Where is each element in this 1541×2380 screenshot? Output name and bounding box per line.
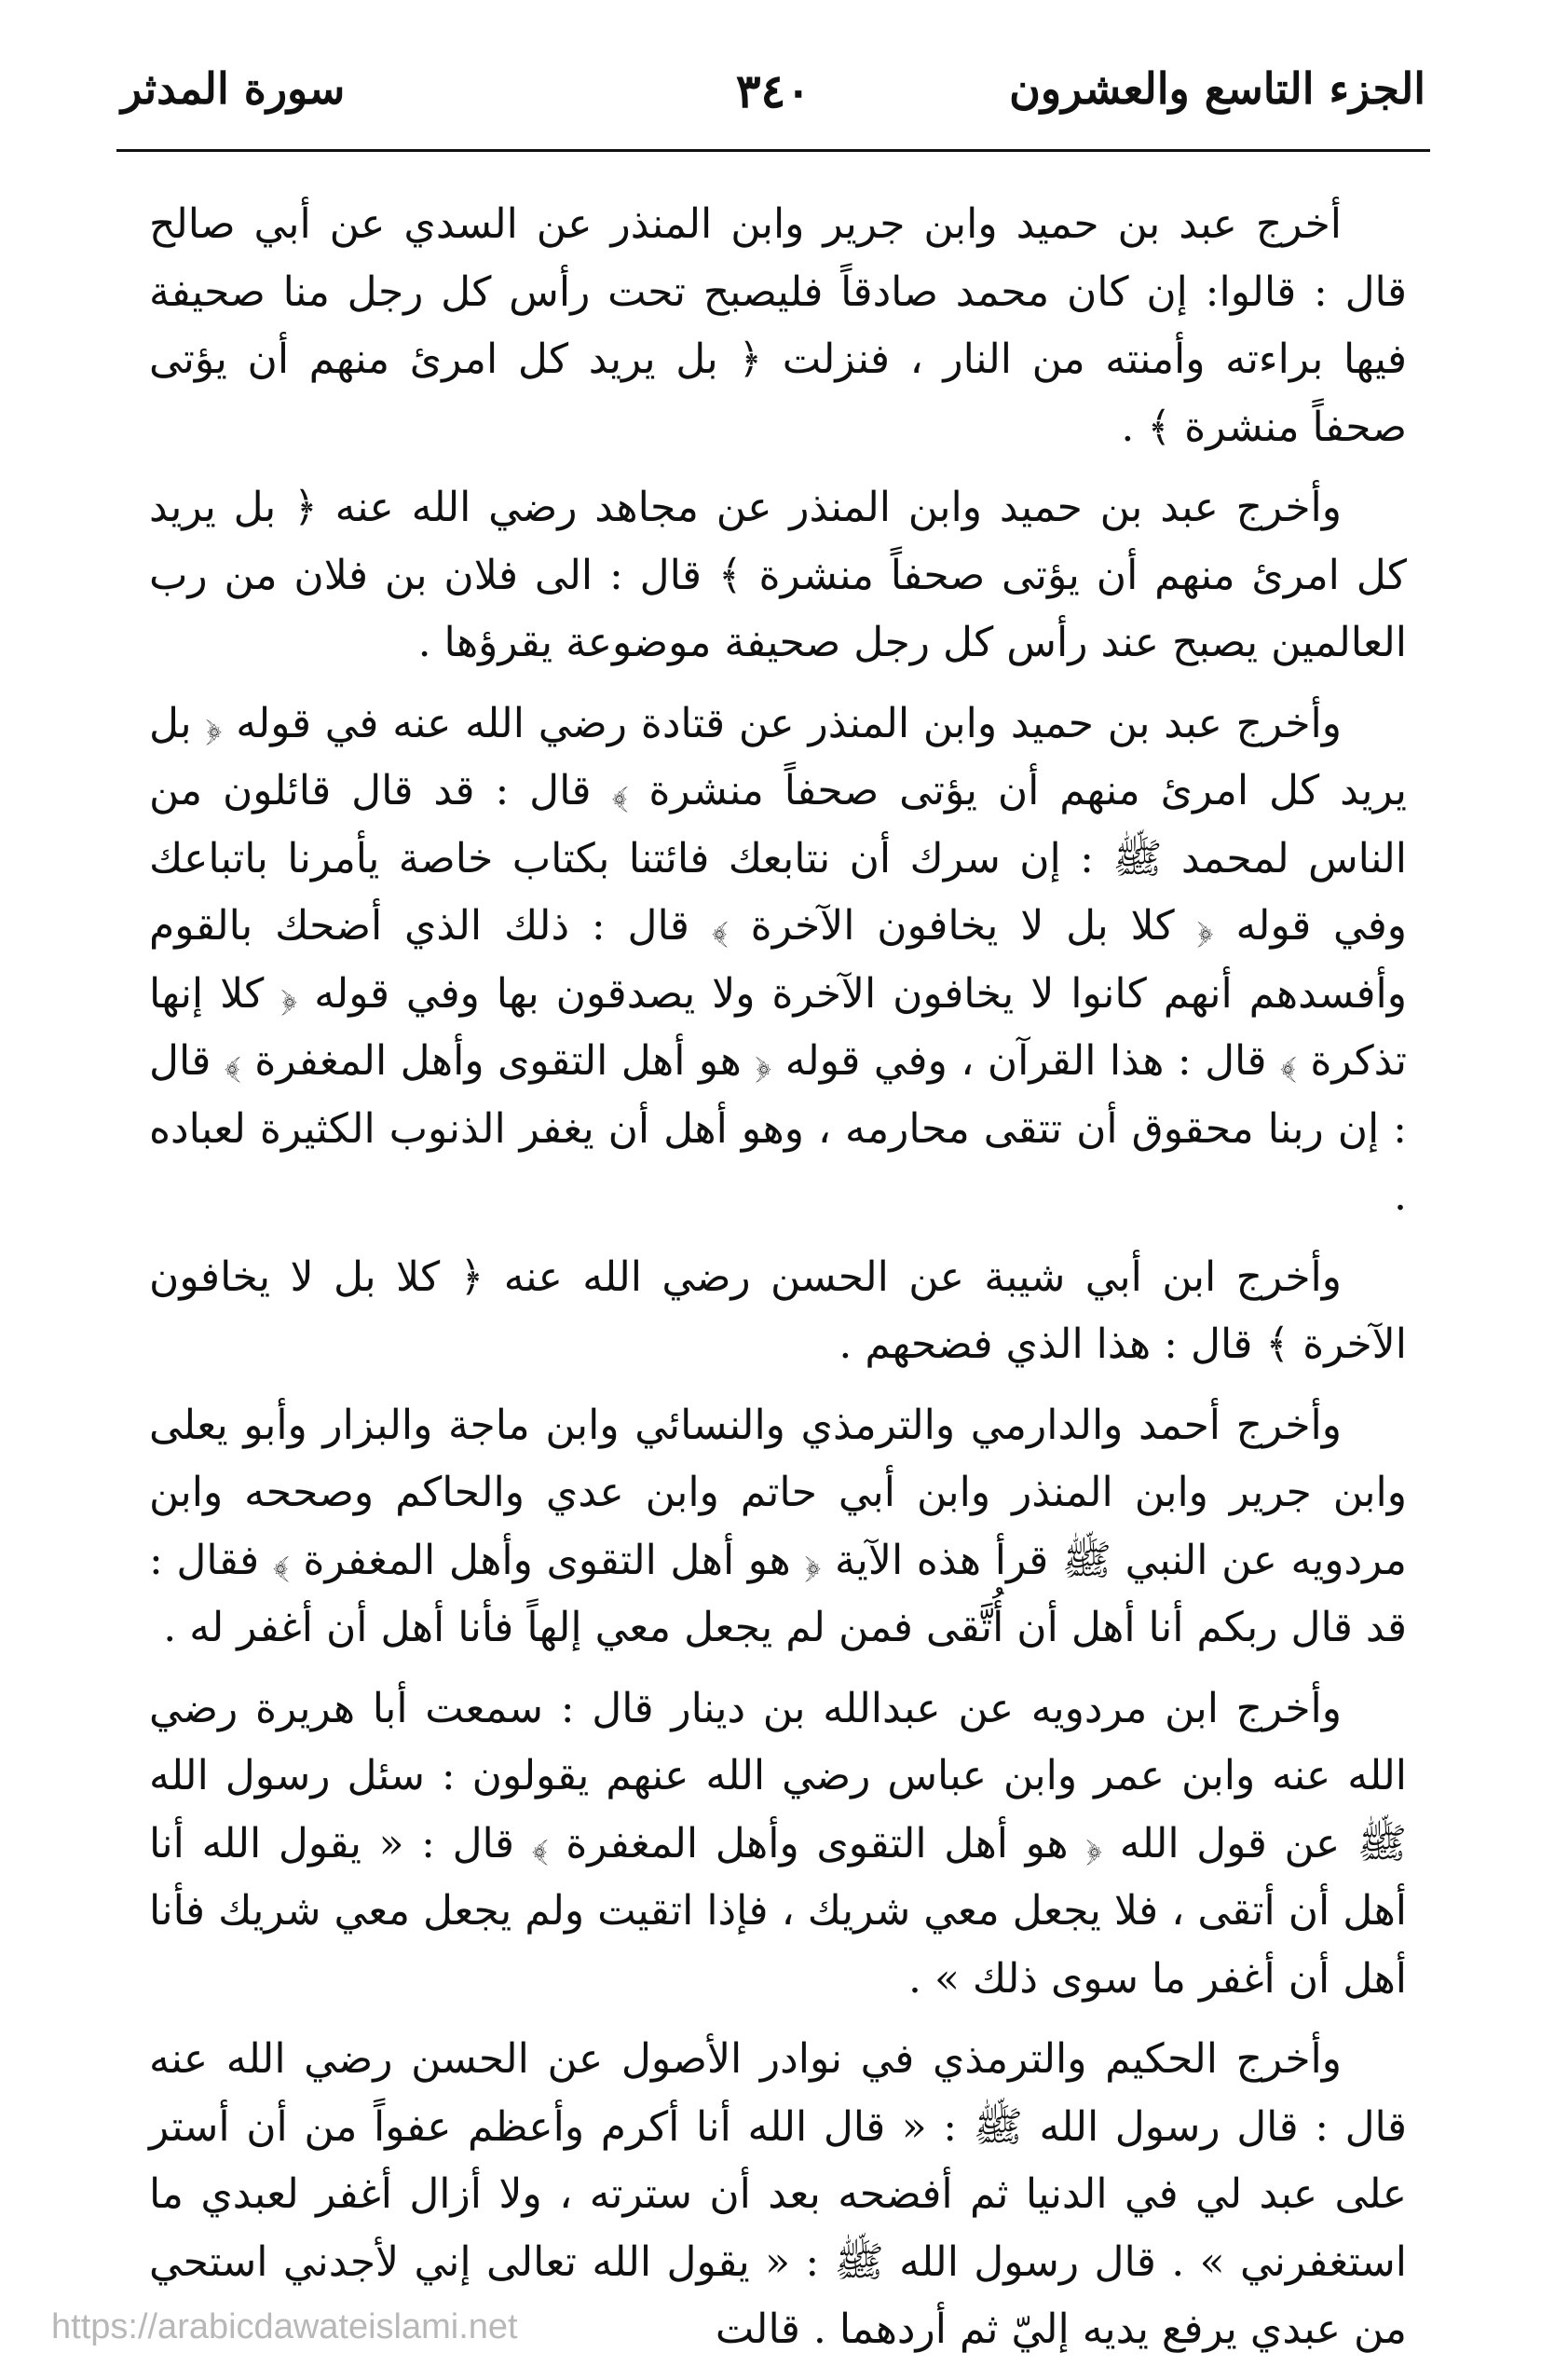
running-header xyxy=(121,63,1425,138)
header-rule xyxy=(116,149,1430,152)
page-number: ٣٤٠ xyxy=(735,63,811,118)
surah-title: سورة المدثر xyxy=(121,63,346,114)
paragraph-6: وأخرج ابن مردويه عن عبدالله بن دينار قال : سمعت أبا هريرة رضي الله عنه وابن عمر وابن عباس رضي الله عنهم يقولون : سئل رسول الله ﷺ عن قول الله ﴿ هو أهل التقوى وأهل المغفرة ﴾ قال : « يقول الله أنا أهل أن أتقى ، فلا يجعل معي شريك ، فإذا اتقيت ولم يجعل معي شريك فأنا أهل أن أغفر ما سوى ذلك » . xyxy=(149,1684,1407,2003)
paragraph-7: وأخرج الحكيم والترمذي في نوادر الأصول عن الحسن رضي الله عنه قال : قال رسول الله ﷺ : « قال الله أنا أكرم وأعظم عفواً من أن أستر على عبد لي في الدنيا ثم أفضحه بعد أن سترته ، ولا أزال أغفر لعبدي ما استغفرني » . قال رسول الله ﷺ : « يقول الله تعالى إني لأجدني استحي من عبدي يرفع يديه إليّ ثم أردهما . قالت xyxy=(149,2035,1407,2353)
paragraph-3: وأخرج عبد بن حميد وابن المنذر عن قتادة رضي الله عنه في قوله ﴿ بل يريد كل امرئ منهم أن يؤتى صحفاً منشرة ﴾ قال : قد قال قائلون من الناس لمحمد ﷺ : إن سرك أن نتابعك فائتنا بكتاب خاصة يأمرنا باتباعك وفي قوله ﴿ كلا بل لا يخافون الآخرة ﴾ قال : ذلك الذي أضحك بالقوم وأفسدهم أنهم كانوا لا يخافون الآخرة ولا يصدقون بها وفي قوله ﴿ كلا إنها تذكرة ﴾ قال : هذا القرآن ، وفي قوله ﴿ هو أهل التقوى وأهل المغفرة ﴾ قال : إن ربنا محقوق أن تتقى محارمه ، وهو أهل أن يغفر الذنوب الكثيرة لعباده . xyxy=(149,699,1407,1220)
paragraph-2: وأخرج عبد بن حميد وابن المنذر عن مجاهد رضي الله عنه ﴿ بل يريد كل امرئ منهم أن يؤتى صحفاً منشرة ﴾ قال : الى فلان بن فلان من رب العالمين يصبح عند رأس كل رجل صحيفة موضوعة يقرؤها . xyxy=(149,484,1407,666)
page-body xyxy=(149,191,1407,2377)
part-title: الجزء التاسع والعشرون xyxy=(1009,63,1425,114)
watermark-url: https://arabicdawateislami.net xyxy=(51,2307,518,2346)
paragraph-1: أخرج عبد بن حميد وابن جرير وابن المنذر عن السدي عن أبي صالح قال : قالوا: إن كان محمد صادقاً فليصبح تحت رأس كل رجل منا صحيفة فيها براءته وأمنته من النار ، فنزلت ﴿ بل يريد كل امرئ منهم أن يؤتى صحفاً منشرة ﴾ . xyxy=(149,200,1407,451)
paragraph-5: وأخرج أحمد والدارمي والترمذي والنسائي وابن ماجة والبزار وأبو يعلى وابن جرير وابن المنذر وابن أبي حاتم وابن عدي والحاكم وصححه وابن مردويه عن النبي ﷺ قرأ هذه الآية ﴿ هو أهل التقوى وأهل المغفرة ﴾ فقال : قد قال ربكم أنا أهل أن أُتَّقى فمن لم يجعل معي إلهاً فأنا أهل أن أغفر له . xyxy=(149,1401,1408,1651)
paragraph-4: وأخرج ابن أبي شيبة عن الحسن رضي الله عنه ﴿ كلا بل لا يخافون الآخرة ﴾ قال : هذا الذي فضحهم . xyxy=(149,1252,1407,1368)
